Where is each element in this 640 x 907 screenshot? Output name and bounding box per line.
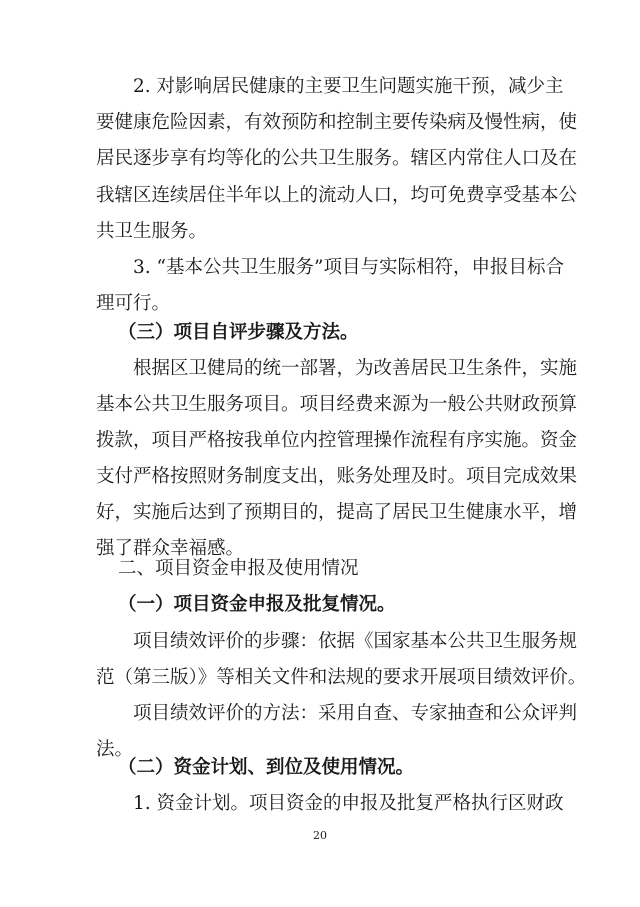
section-heading: （三）项目自评步骤及方法。 xyxy=(118,322,359,343)
page-number: 20 xyxy=(313,829,327,842)
text-line: 要健康危险因素，有效预防和控制主要传染病及慢性病，使 xyxy=(96,112,578,133)
section-heading: （二）资金计划、到位及使用情况。 xyxy=(118,757,415,778)
text-line: 拨款，项目严格按我单位内控管理操作流程有序实施。资金 xyxy=(96,430,578,451)
chapter-heading: 二、项目资金申报及使用情况 xyxy=(118,558,359,579)
text-line: 理可行。 xyxy=(96,293,171,314)
text-line: 项目绩效评价的步骤：依据《国家基本公共卫生服务规 xyxy=(133,631,578,652)
text-line: 居民逐步享有均等化的公共卫生服务。辖区内常住人口及在 xyxy=(96,148,578,169)
text-line: 法。 xyxy=(96,739,134,760)
text-line: 好，实施后达到了预期目的，提高了居民卫生健康水平，增 xyxy=(96,502,578,523)
text-line: 1. 资金计划。项目资金的申报及批复严格执行区财政 xyxy=(133,793,564,814)
text-line: 范（第三版）》等相关文件和法规的要求开展项目绩效评价。 xyxy=(96,667,587,688)
text-line: 2. 对影响居民健康的主要卫生问题实施干预，减少主 xyxy=(133,76,564,97)
text-line: 支付严格按照财务制度支出，账务处理及时。项目完成效果 xyxy=(96,466,578,487)
text-line: 我辖区连续居住半年以上的流动人口，均可免费享受基本公 xyxy=(96,185,578,206)
text-line: 3. “基本公共卫生服务”项目与实际相符，申报目标合 xyxy=(133,257,564,278)
text-line: 共卫生服务。 xyxy=(96,221,208,242)
text-line: 项目绩效评价的方法：采用自查、专家抽查和公众评判 xyxy=(133,703,578,724)
text-line: 根据区卫健局的统一部署，为改善居民卫生条件，实施 xyxy=(133,358,578,379)
section-heading: （一）项目资金申报及批复情况。 xyxy=(118,594,396,615)
text-line: 基本公共卫生服务项目。项目经费来源为一般公共财政预算 xyxy=(96,394,578,415)
text-line: 强了群众幸福感。 xyxy=(96,538,245,559)
